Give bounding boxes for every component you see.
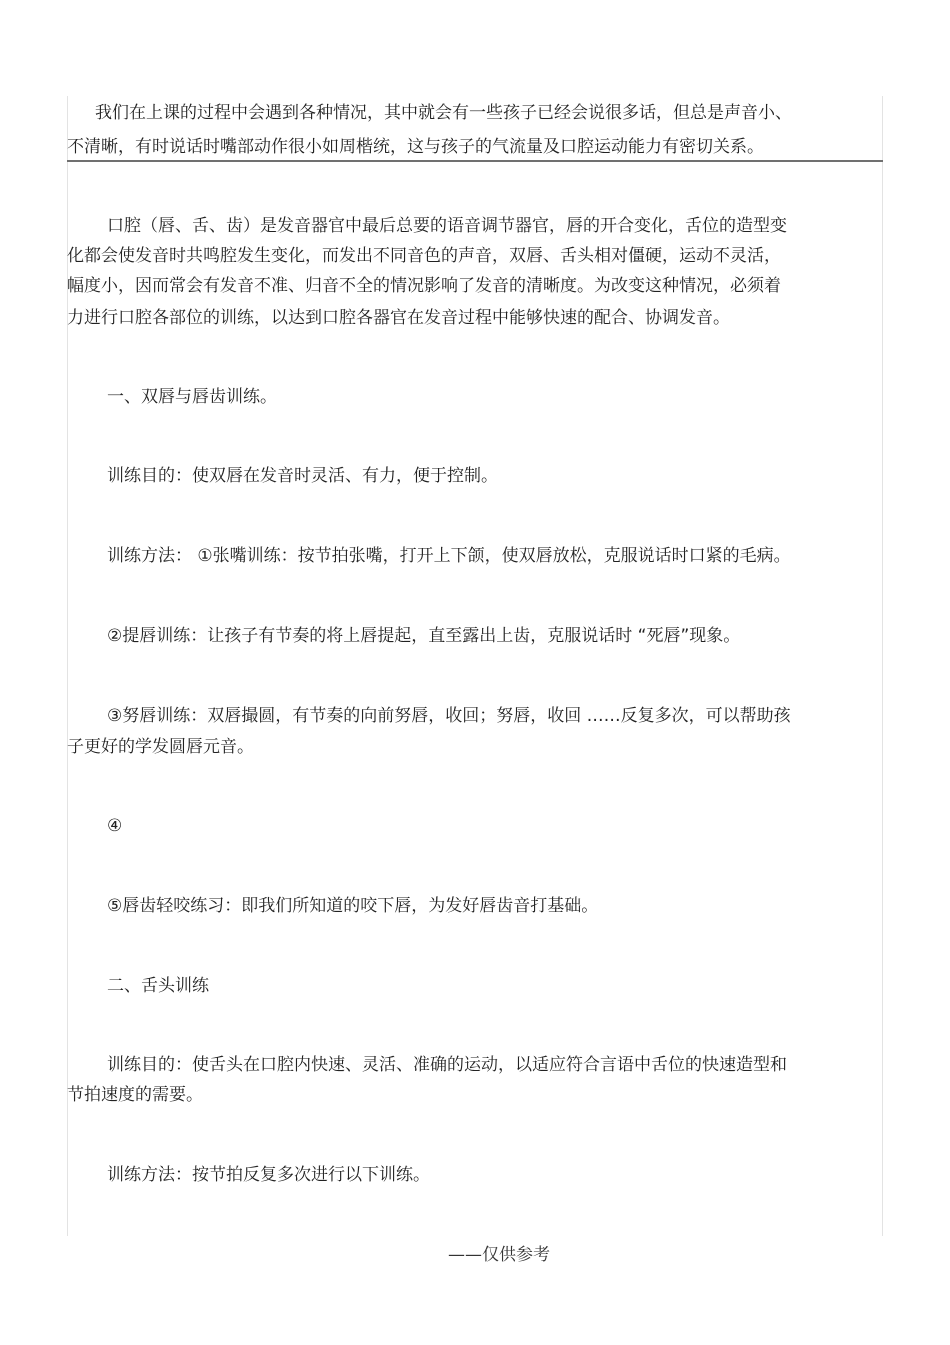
page-left-border — [67, 96, 68, 1236]
intro-line-2: 不清晰，有时说话时嘴部动作很小如周楷统，这与孩子的气流量及口腔运动能力有密切关系。 — [67, 137, 764, 157]
section2-goal-line-1: 训练目的：使舌头在口腔内快速、灵活、准确的运动，以适应符合言语中舌位的快速造型和 — [107, 1055, 787, 1075]
section1-item-3-line-2: 子更好的学发圆唇元音。 — [67, 737, 254, 757]
para1-line-3: 幅度小，因而常会有发音不准、归音不全的情况影响了发音的清晰度。为改变这种情况，必须着 — [67, 276, 781, 296]
section2-goal-line-2: 节拍速度的需要。 — [67, 1085, 203, 1105]
page-right-border — [882, 96, 883, 1236]
section1-item-3-line-1: ③努唇训练：双唇撮圆，有节奏的向前努唇，收回；努唇，收回 ……反复多次，可以帮助孩 — [107, 706, 791, 726]
intro-line-1: 我们在上课的过程中会遇到各种情况，其中就会有一些孩子已经会说很多话，但总是声音小、 — [95, 103, 792, 123]
section1-item-5: ⑤唇齿轻咬练习：即我们所知道的咬下唇，为发好唇齿音打基础。 — [107, 896, 599, 916]
section1-item-2: ②提唇训练：让孩子有节奏的将上唇提起，直至露出上齿，克服说话时 “死唇”现象。 — [107, 626, 741, 646]
para1-line-2: 化都会使发音时共鸣腔发生变化，而发出不同音色的声音，双唇、舌头相对僵硬，运动不灵活， — [67, 246, 781, 266]
section2-heading: 二、舌头训练 — [107, 976, 209, 996]
section1-heading: 一、双唇与唇齿训练。 — [107, 387, 277, 407]
section1-item-4: ④ — [107, 816, 123, 836]
footer-note: ——仅供参考 — [448, 1245, 550, 1265]
section2-method: 训练方法：按节拍反复多次进行以下训练。 — [107, 1165, 430, 1185]
horizontal-divider — [67, 160, 883, 162]
para1-line-1: 口腔（唇、舌、齿）是发音器官中最后总要的语音调节器官，唇的开合变化，舌位的造型变 — [107, 216, 787, 236]
section1-method: 训练方法： ①张嘴训练：按节拍张嘴，打开上下颌，使双唇放松，克服说话时口紧的毛病。 — [107, 546, 791, 566]
para1-line-4: 力进行口腔各部位的训练，以达到口腔各器官在发音过程中能够快速的配合、协调发音。 — [67, 308, 730, 328]
section1-goal: 训练目的：使双唇在发音时灵活、有力，便于控制。 — [107, 466, 498, 486]
